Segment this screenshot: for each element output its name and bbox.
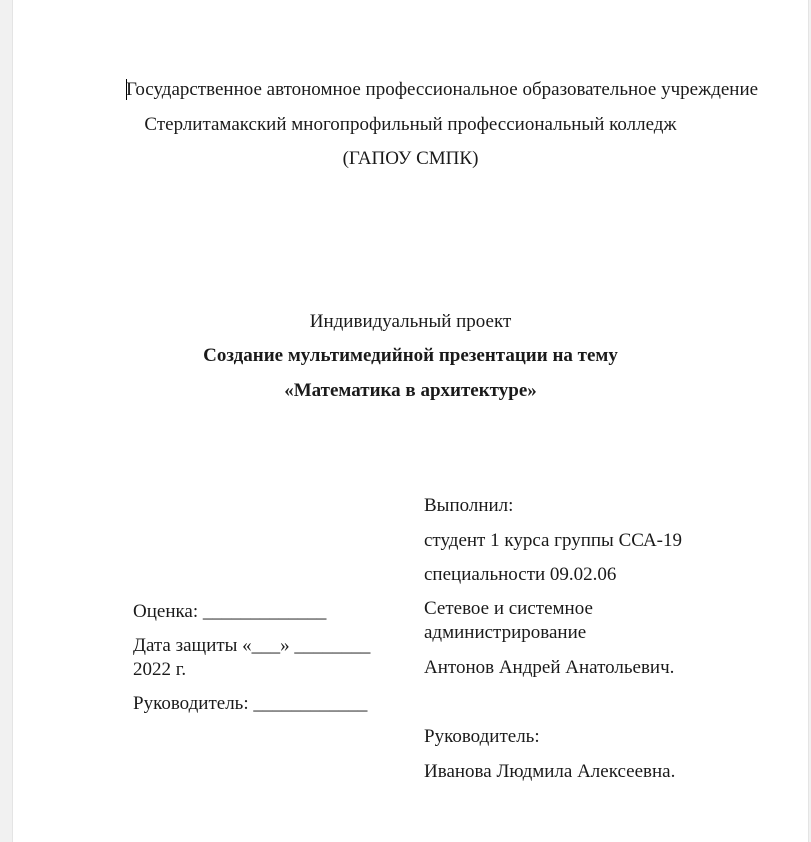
project-title-line-1: Создание мультимедийной презентации на тему	[203, 345, 618, 366]
defense-date-field	[133, 634, 370, 682]
defense-date-line-1: Дата защиты «___» ________	[133, 635, 371, 656]
grade-field: Оценка: _____________	[133, 601, 327, 622]
document-page[interactable]	[12, 0, 809, 842]
college-abbreviation: (ГАПОУ СМПК)	[342, 148, 479, 169]
supervisor-label-right: Руководитель:	[424, 726, 540, 747]
project-type: Индивидуальный проект	[309, 311, 512, 332]
defense-date-line-2: 2022 г.	[133, 659, 187, 680]
specialty-name-line-2: администрирование	[424, 622, 587, 643]
performed-label: Выполнил:	[424, 495, 514, 516]
institution-name: Государственное автономное профессиональное образовательное учреждение	[126, 79, 759, 100]
student-course-group: студент 1 курса группы ССА-19	[424, 530, 683, 551]
supervisor-name: Иванова Людмила Алексеевна.	[424, 761, 676, 782]
student-name: Антонов Андрей Анатольевич.	[424, 657, 675, 678]
project-title-line-2: «Математика в архитектуре»	[284, 380, 537, 401]
specialty-code: специальности 09.02.06	[424, 564, 617, 585]
college-name: Стерлитамакский многопрофильный профессиональный колледж	[144, 114, 677, 135]
specialty-name	[424, 597, 593, 645]
supervisor-field-left: Руководитель: ____________	[133, 693, 368, 714]
specialty-name-line-1: Сетевое и системное	[424, 598, 593, 619]
